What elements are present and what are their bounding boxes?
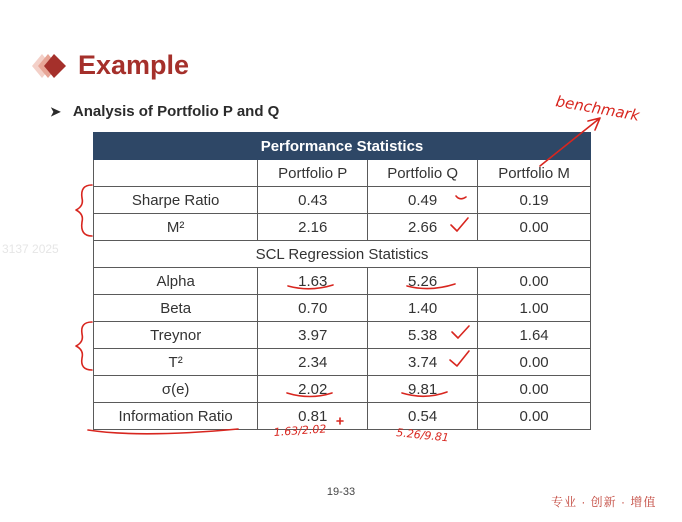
section-header: SCL Regression Statistics: [94, 241, 591, 268]
column-header-p: Portfolio P: [258, 160, 368, 187]
table-row: [94, 214, 591, 241]
row-label: M²: [94, 214, 258, 241]
cell-q: 3.74: [368, 349, 478, 376]
column-header-row: [94, 160, 591, 187]
row-label: Information Ratio: [94, 403, 258, 430]
table-row: [94, 268, 591, 295]
cell-m: 1.00: [478, 295, 591, 322]
subtitle-text: Analysis of Portfolio P and Q: [72, 103, 280, 120]
cell-q: 1.40: [368, 295, 478, 322]
logo-diamonds-icon: [22, 50, 72, 82]
row-label: Alpha: [94, 268, 258, 295]
table-row: [94, 295, 591, 322]
cell-p: 2.16: [258, 214, 368, 241]
cell-p: 1.63: [258, 268, 368, 295]
column-header-empty: [94, 160, 258, 187]
performance-table: [93, 132, 591, 430]
cell-m: 0.00: [478, 268, 591, 295]
cell-m: 0.00: [478, 403, 591, 430]
arrow-bullet-icon: ➤: [50, 103, 61, 119]
cell-m: 1.64: [478, 322, 591, 349]
table-header-row: [94, 133, 591, 160]
cell-m: 0.00: [478, 349, 591, 376]
cell-q: 5.38: [368, 322, 478, 349]
footer-brand: 专业 · 创新 · 增值: [551, 495, 657, 509]
cell-p: 3.97: [258, 322, 368, 349]
calc-note-p: 1.63/2.02: [273, 422, 327, 439]
section-row: [94, 241, 591, 268]
cell-p: 0.43: [258, 187, 368, 214]
cell-m: 0.19: [478, 187, 591, 214]
table-row: [94, 403, 591, 430]
column-header-m: Portfolio M: [478, 160, 591, 187]
cell-p: 2.02: [258, 376, 368, 403]
cell-m: 0.00: [478, 376, 591, 403]
cell-p: 0.70: [258, 295, 368, 322]
cell-q: 0.49: [368, 187, 478, 214]
table-row: [94, 322, 591, 349]
column-header-q: Portfolio Q: [368, 160, 478, 187]
brace-top-icon: [76, 185, 92, 236]
ghost-watermark: 3137 2025: [2, 242, 59, 256]
cell-m: 0.00: [478, 214, 591, 241]
calc-note-q: 5.26/9.81: [395, 426, 450, 445]
cell-p: 0.81: [258, 403, 368, 430]
row-label: σ(e): [94, 376, 258, 403]
brace-bottom-icon: [76, 322, 92, 370]
row-label: Treynor: [94, 322, 258, 349]
cell-q: 0.54: [368, 403, 478, 430]
page-number: 19-33: [326, 486, 356, 498]
table-row: [94, 187, 591, 214]
row-label: Beta: [94, 295, 258, 322]
benchmark-note: benchmark: [554, 92, 641, 125]
cell-q: 9.81: [368, 376, 478, 403]
row-label: T²: [94, 349, 258, 376]
cell-q: 2.66: [368, 214, 478, 241]
table-header: Performance Statistics: [94, 133, 591, 160]
table-row: [94, 349, 591, 376]
slide-title: Example: [78, 50, 190, 80]
cell-q: 5.26: [368, 268, 478, 295]
cell-p: 2.34: [258, 349, 368, 376]
table-row: [94, 376, 591, 403]
subtitle: [50, 103, 279, 120]
row-label: Sharpe Ratio: [94, 187, 258, 214]
